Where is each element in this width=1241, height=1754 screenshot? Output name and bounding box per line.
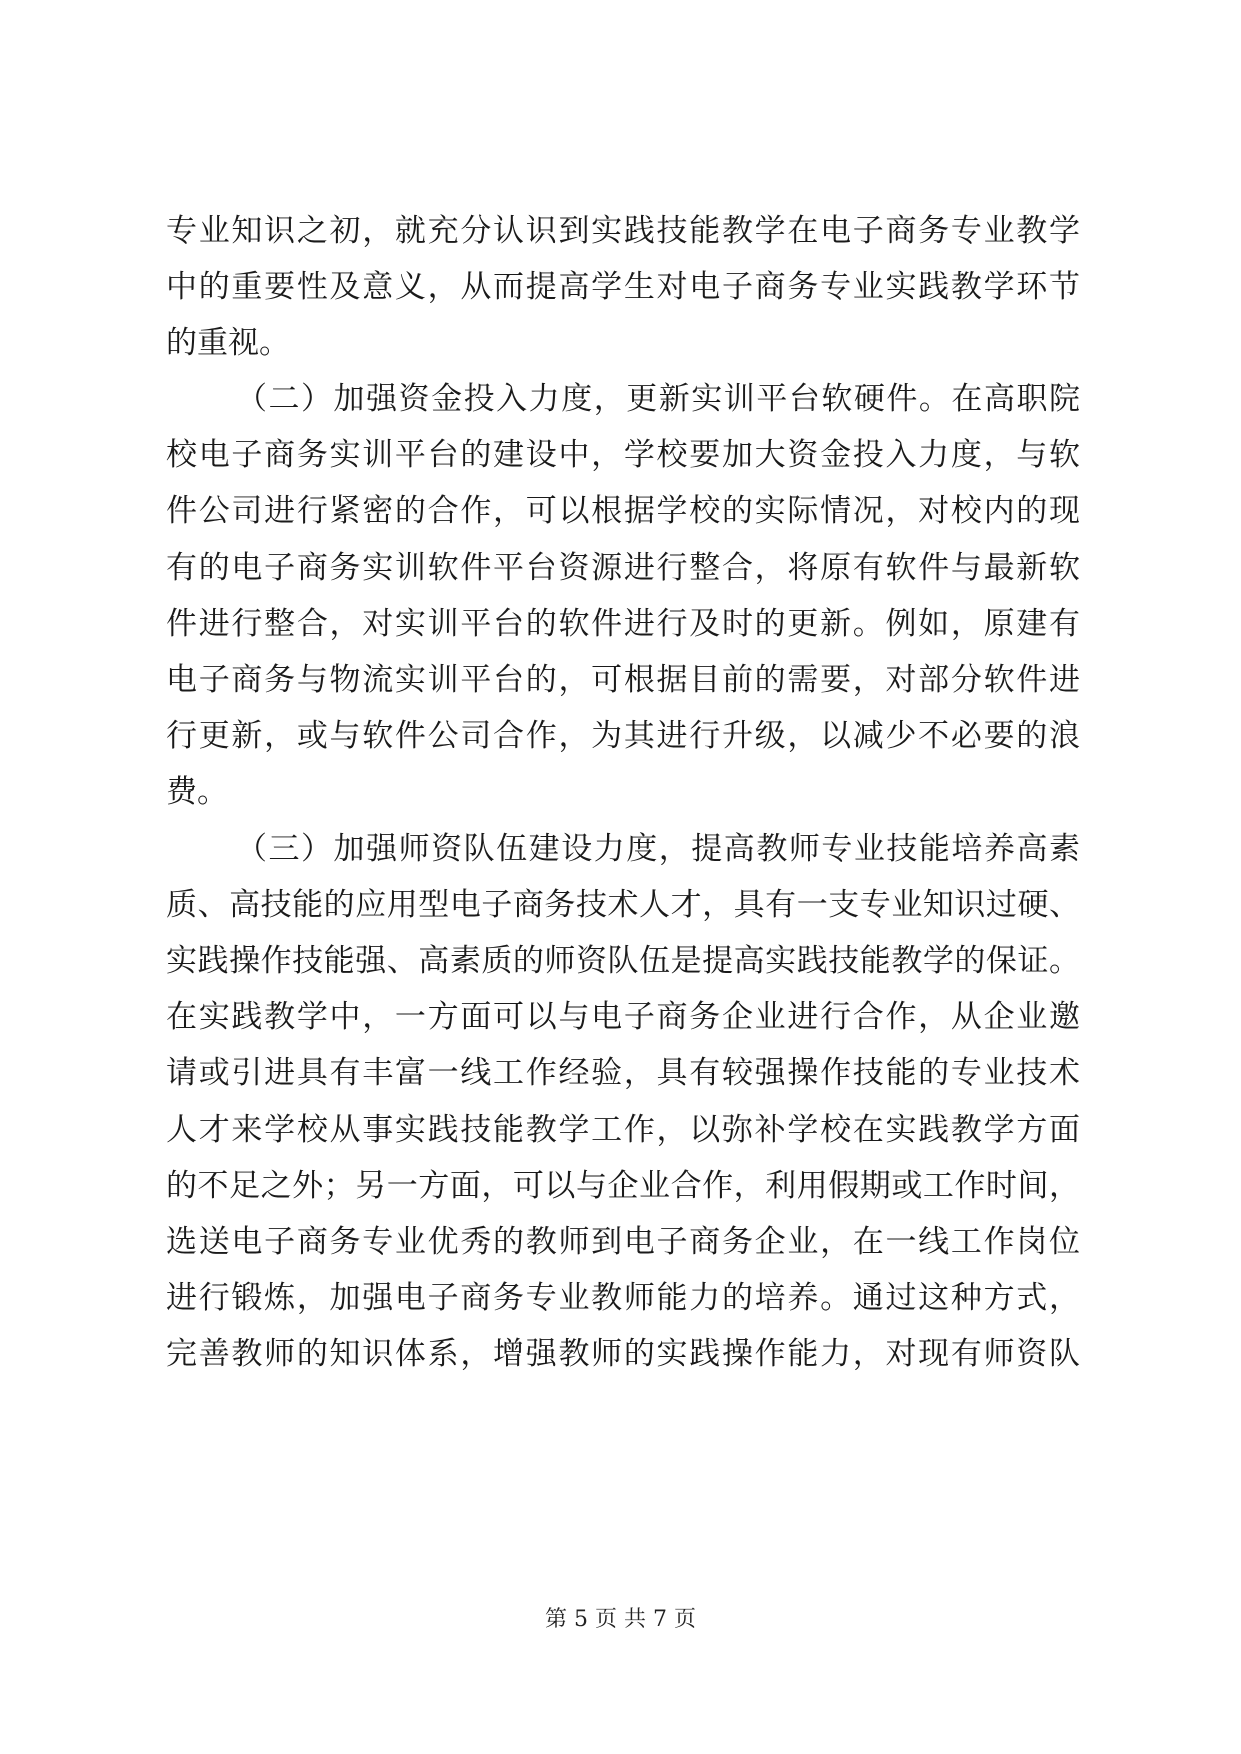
body-line-18: 的不足之外；另一方面，可以与企业合作，利用假期或工作时间，	[166, 1168, 1080, 1204]
body-line-7: 有的电子商务实训软件平台资源进行整合，将原有软件与最新软	[166, 550, 1080, 586]
body-line-9: 电子商务与物流实训平台的，可根据目前的需要，对部分软件进	[166, 662, 1080, 698]
body-line-19: 选送电子商务专业优秀的教师到电子商务企业，在一线工作岗位	[166, 1224, 1080, 1260]
body-line-12: （三）加强师资队伍建设力度，提高教师专业技能培养高素	[236, 831, 1080, 867]
body-line-3: 的重视。	[166, 325, 290, 361]
body-line-17: 人才来学校从事实践技能教学工作，以弥补学校在实践教学方面	[166, 1112, 1080, 1148]
body-line-11: 费。	[166, 774, 228, 810]
page-number-footer: 第 5 页 共 7 页	[545, 1607, 696, 1632]
body-line-16: 请或引进具有丰富一线工作经验，具有较强操作技能的专业技术	[166, 1055, 1080, 1091]
body-line-20: 进行锻炼，加强电子商务专业教师能力的培养。通过这种方式，	[166, 1280, 1080, 1316]
body-line-5: 校电子商务实训平台的建设中，学校要加大资金投入力度，与软	[166, 437, 1080, 473]
body-line-15: 在实践教学中，一方面可以与电子商务企业进行合作，从企业邀	[166, 999, 1080, 1035]
body-line-1: 专业知识之初，就充分认识到实践技能教学在电子商务专业教学	[166, 213, 1080, 249]
body-line-21: 完善教师的知识体系，增强教师的实践操作能力，对现有师资队	[166, 1336, 1080, 1372]
body-line-2: 中的重要性及意义，从而提高学生对电子商务专业实践教学环节	[166, 269, 1080, 305]
body-line-13: 质、高技能的应用型电子商务技术人才，具有一支专业知识过硬、	[166, 887, 1080, 923]
body-line-10: 行更新，或与软件公司合作，为其进行升级，以减少不必要的浪	[166, 718, 1080, 754]
body-line-8: 件进行整合，对实训平台的软件进行及时的更新。例如，原建有	[166, 606, 1080, 642]
body-line-4: （二）加强资金投入力度，更新实训平台软硬件。在高职院	[236, 381, 1080, 417]
body-line-6: 件公司进行紧密的合作，可以根据学校的实际情况，对校内的现	[166, 493, 1080, 529]
body-line-14: 实践操作技能强、高素质的师资队伍是提高实践技能教学的保证。	[166, 943, 1080, 979]
